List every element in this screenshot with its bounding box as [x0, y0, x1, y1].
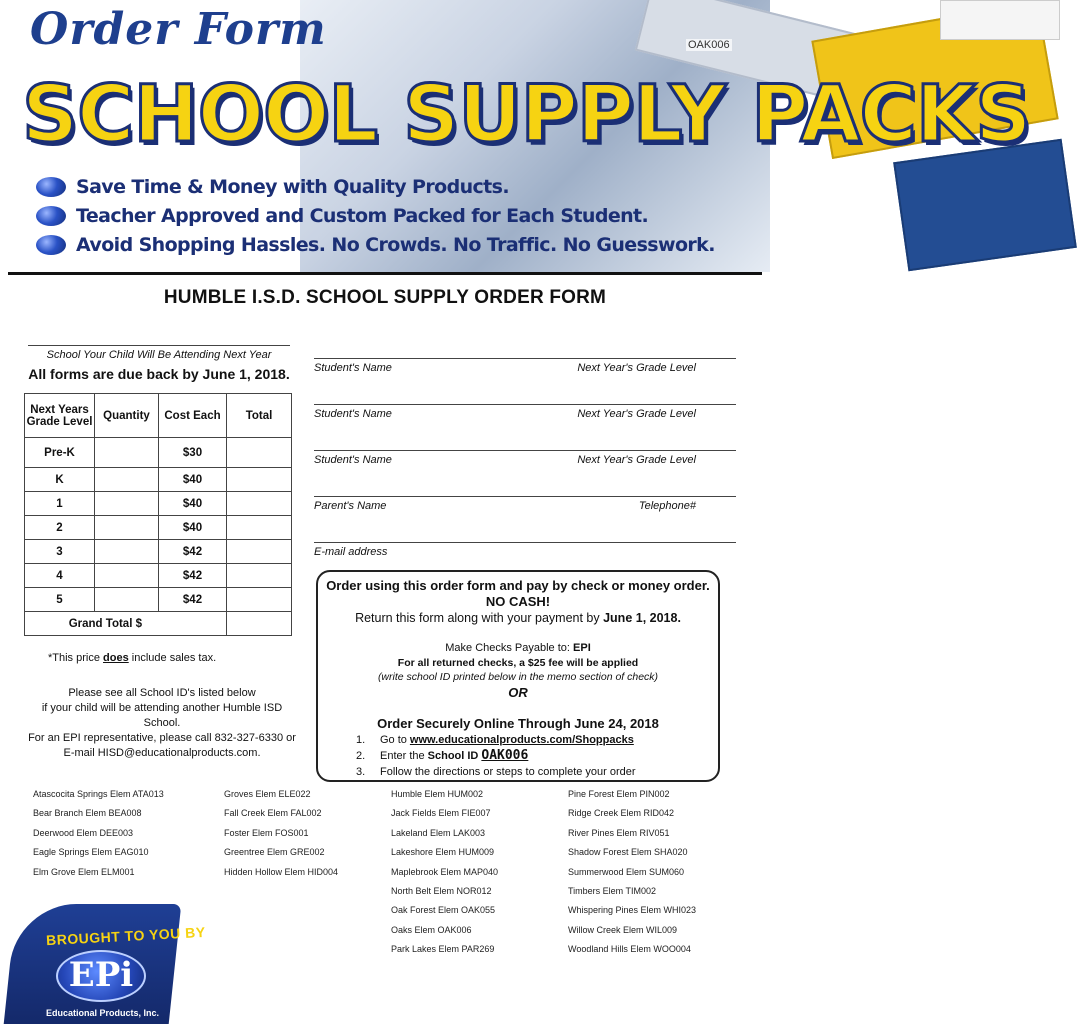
total-input[interactable] — [227, 540, 292, 564]
or-divider: OR — [508, 685, 528, 700]
online-order-heading: Order Securely Online Through June 24, 2018 — [377, 716, 659, 731]
school-entry: Shadow Forest Elem SHA020 — [568, 847, 688, 858]
quantity-header: Quantity — [95, 394, 159, 438]
school-id-label: School ID — [427, 750, 479, 762]
grade-cell: K — [25, 468, 95, 492]
school-entry: Fall Creek Elem FAL002 — [224, 808, 322, 819]
benefit-item — [36, 201, 715, 230]
student-2-field[interactable] — [314, 404, 736, 420]
school-id-code: OAK006 — [481, 748, 529, 763]
total-input[interactable] — [227, 516, 292, 540]
school-entry: Elm Grove Elem ELM001 — [33, 866, 135, 877]
school-list-column-2 — [224, 788, 338, 885]
school-entry: Humble Elem HUM002 — [391, 789, 484, 799]
cost-cell: $40 — [159, 516, 227, 540]
benefit-item — [36, 172, 715, 201]
tax-note-text: include sales tax. — [128, 652, 217, 664]
school-id-note-line: Please see all School ID's listed below — [68, 687, 256, 699]
quantity-input[interactable] — [95, 588, 159, 612]
tax-note-does: does — [103, 652, 129, 664]
table-row — [25, 468, 292, 492]
total-input[interactable] — [227, 588, 292, 612]
school-id-note-line: if your child will be attending another Humble ISD School. — [41, 702, 283, 729]
parent-field[interactable] — [314, 496, 736, 512]
blue-bullet-icon — [36, 177, 66, 197]
order-table-header — [25, 394, 292, 438]
school-id-note — [24, 686, 300, 731]
checks-payable — [318, 642, 718, 654]
tax-note — [48, 652, 216, 664]
school-entry: Eagle Springs Elem EAG010 — [33, 847, 149, 858]
school-name-label: School Your Child Will Be Attending Next Year — [46, 349, 272, 361]
checks-payee: EPI — [573, 642, 591, 654]
school-list-column-1 — [33, 788, 164, 885]
document-code: OAK006 — [688, 39, 730, 51]
representative-note — [24, 731, 300, 761]
school-entry: Deerwood Elem DEE003 — [33, 827, 134, 838]
school-list-column-3 — [391, 788, 498, 963]
school-entry: Summerwood Elem SUM060 — [568, 866, 685, 877]
table-row — [25, 492, 292, 516]
table-row — [25, 588, 292, 612]
cost-cell: $40 — [159, 468, 227, 492]
student-name-label: Student's Name — [314, 362, 392, 374]
quantity-input[interactable] — [95, 516, 159, 540]
grade-cell: 2 — [25, 516, 95, 540]
shop-link[interactable]: www.educationalproducts.com/Shoppacks — [409, 734, 634, 746]
school-entry: Willow Creek Elem WIL009 — [568, 924, 678, 935]
email-field[interactable] — [314, 542, 736, 558]
grand-total-input[interactable] — [227, 612, 292, 636]
blue-bullet-icon — [36, 235, 66, 255]
grand-total-row — [25, 612, 292, 636]
order-form-title: Order Form — [30, 4, 327, 55]
school-entry: Ridge Creek Elem RID042 — [568, 808, 675, 819]
grade-level-label: Next Year's Grade Level — [577, 408, 696, 420]
benefit-text: Teacher Approved and Custom Packed for Each Student. — [76, 204, 649, 227]
online-step — [356, 732, 636, 748]
online-steps — [356, 732, 636, 780]
school-entry: Oaks Elem OAK006 — [391, 924, 472, 935]
total-input[interactable] — [227, 468, 292, 492]
school-entry: Pine Forest Elem PIN002 — [568, 789, 670, 799]
representative-phone: For an EPI representative, please call 832-327-6330 or — [28, 732, 296, 744]
cost-cell: $42 — [159, 564, 227, 588]
checks-payable-text: Make Checks Payable to: — [445, 642, 574, 654]
school-entry: Oak Forest Elem OAK055 — [391, 905, 496, 916]
benefit-bullets — [36, 172, 715, 259]
school-entry: Groves Elem ELE022 — [224, 789, 311, 799]
school-entry: Whispering Pines Elem WHI023 — [568, 905, 697, 916]
school-entry: Atascocita Springs Elem ATA013 — [33, 789, 164, 799]
school-entry: North Belt Elem NOR012 — [391, 885, 492, 896]
student-3-field[interactable] — [314, 450, 736, 466]
representative-email: E-mail HISD@educationalproducts.com. — [63, 747, 261, 759]
blue-bullet-icon — [36, 206, 66, 226]
field-line — [314, 404, 736, 405]
total-header: Total — [227, 394, 292, 438]
grade-cell: 5 — [25, 588, 95, 612]
grade-level-label: Next Year's Grade Level — [577, 362, 696, 374]
benefit-text: Avoid Shopping Hassles. No Crowds. No Traffic. No Guesswork. — [76, 233, 715, 256]
payment-instructions-box — [316, 570, 720, 782]
quantity-input[interactable] — [95, 564, 159, 588]
payment-heading — [318, 578, 718, 610]
field-line — [314, 358, 736, 359]
payment-method-text: Order using this order form and pay by check or money order. — [326, 578, 710, 593]
total-input[interactable] — [227, 564, 292, 588]
school-entry: Foster Elem FOS001 — [224, 827, 309, 838]
grade-level-header: Next Years Grade Level — [25, 394, 95, 438]
grade-cell: 4 — [25, 564, 95, 588]
school-entry: Greentree Elem GRE002 — [224, 847, 325, 858]
benefit-text: Save Time & Money with Quality Products. — [76, 175, 509, 198]
online-step — [356, 764, 636, 780]
grade-level-label: Next Year's Grade Level — [577, 454, 696, 466]
field-line — [314, 450, 736, 451]
school-supply-packs-title: SCHOOL SUPPLY PACKS — [22, 70, 1031, 160]
grade-cell: 1 — [25, 492, 95, 516]
no-cash-text: NO CASH! — [485, 594, 551, 609]
memo-instructions: (write school ID printed below in the memo section of check) — [377, 671, 659, 683]
return-date: June 1, 2018. — [603, 611, 681, 625]
step-number: 2. — [356, 750, 366, 762]
school-entry: Lakeshore Elem HUM009 — [391, 847, 495, 858]
school-entry: Lakeland Elem LAK003 — [391, 827, 486, 838]
school-entry: Park Lakes Elem PAR269 — [391, 944, 495, 955]
step-number: 1. — [356, 734, 366, 746]
step-number: 3. — [356, 766, 366, 778]
cost-cell: $42 — [159, 588, 227, 612]
grade-cell: Pre-K — [25, 438, 95, 468]
quantity-input[interactable] — [95, 540, 159, 564]
glue-image — [940, 0, 1060, 40]
school-entry: Woodland Hills Elem WOO004 — [568, 944, 691, 955]
table-row — [25, 438, 292, 468]
cost-cell: $30 — [159, 438, 227, 468]
brought-to-you-by: BROUGHT TO YOU BY — [45, 923, 206, 949]
benefit-item — [36, 230, 715, 259]
returned-check-fee: For all returned checks, a $25 fee will be applied — [397, 657, 639, 669]
online-step — [356, 748, 636, 764]
school-list-column-4 — [568, 788, 696, 963]
student-name-label: Student's Name — [314, 454, 392, 466]
epi-logo-mark: EPi — [68, 955, 134, 995]
step-text: Follow the directions or steps to complete your order — [380, 766, 636, 778]
quantity-input[interactable] — [95, 438, 159, 468]
quantity-input[interactable] — [95, 468, 159, 492]
student-1-field[interactable] — [314, 358, 736, 374]
return-instructions — [318, 611, 718, 625]
due-date-notice: All forms are due back by June 1, 2018. — [28, 366, 290, 382]
email-label: E-mail address — [314, 546, 388, 558]
return-text: Return this form along with your payment by — [355, 611, 604, 625]
total-input[interactable] — [227, 438, 292, 468]
school-name-field[interactable] — [28, 345, 290, 346]
table-row — [25, 516, 292, 540]
total-input[interactable] — [227, 492, 292, 516]
tax-note-text: *This price — [48, 652, 104, 664]
table-row — [25, 564, 292, 588]
school-entry: River Pines Elem RIV051 — [568, 827, 670, 838]
school-entry: Bear Branch Elem BEA008 — [33, 808, 142, 819]
field-line — [314, 542, 736, 543]
school-entry: Hidden Hollow Elem HID004 — [224, 866, 339, 877]
grade-cell: 3 — [25, 540, 95, 564]
form-title: HUMBLE I.S.D. SCHOOL SUPPLY ORDER FORM — [163, 287, 607, 308]
order-table — [24, 393, 292, 636]
cost-each-header: Cost Each — [159, 394, 227, 438]
grand-total-label: Grand Total $ — [25, 612, 227, 636]
quantity-input[interactable] — [95, 492, 159, 516]
header-banner — [0, 0, 1031, 272]
school-entry: Jack Fields Elem FIE007 — [391, 808, 491, 819]
telephone-label: Telephone# — [638, 500, 696, 512]
step-text: Go to — [380, 734, 407, 746]
header-divider — [8, 272, 762, 275]
school-entry: Maplebrook Elem MAP040 — [391, 866, 499, 877]
step-text: Enter the — [380, 750, 425, 762]
table-row — [25, 540, 292, 564]
company-name: Educational Products, Inc. — [46, 1008, 160, 1018]
student-name-label: Student's Name — [314, 408, 392, 420]
school-entry: Timbers Elem TIM002 — [568, 885, 657, 896]
field-line — [314, 496, 736, 497]
parent-name-label: Parent's Name — [314, 500, 387, 512]
cost-cell: $42 — [159, 540, 227, 564]
cost-cell: $40 — [159, 492, 227, 516]
